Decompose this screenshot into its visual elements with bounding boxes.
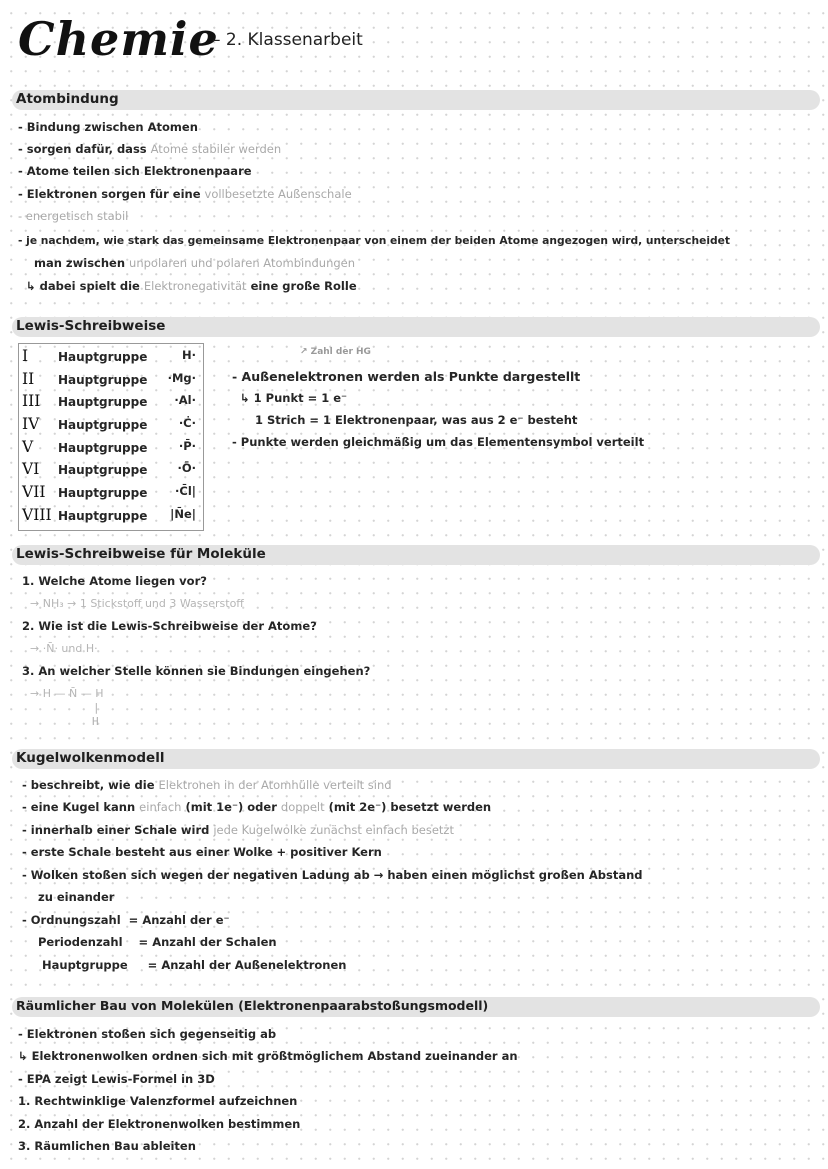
list-item: Hauptgruppe = Anzahl der Außenelektronen xyxy=(42,958,347,972)
answer-3: → H — N̄ — H xyxy=(30,687,104,700)
list-item: man zwischen unpolaren und polaren Atombindungen xyxy=(34,256,356,270)
list-item: 1 Strich = 1 Elektronenpaar, was aus 2 e⁻ besteht xyxy=(255,413,578,427)
section-raeumlicher-bau xyxy=(8,997,820,1017)
table-row: II Hauptgruppe ·Mg· xyxy=(22,369,196,388)
page-title: Chemie xyxy=(18,12,219,66)
table-row: V Hauptgruppe ·P̄· xyxy=(22,437,196,456)
list-item: - EPA zeigt Lewis-Formel in 3D xyxy=(18,1072,215,1086)
section-heading: Atombindung xyxy=(16,91,119,107)
section-heading: Räumlicher Bau von Molekülen (Elektronenpaarabstoßungsmodell) xyxy=(16,998,489,1013)
section-lewis-molecules xyxy=(8,545,820,565)
nh3-bond-line: | xyxy=(93,701,100,714)
section-heading: Lewis-Schreibweise xyxy=(16,318,166,334)
question-1: 1. Welche Atome liegen vor? xyxy=(22,574,207,588)
section-atombindung xyxy=(8,90,820,110)
list-item: - Ordnungszahl = Anzahl der e⁻ xyxy=(22,913,230,927)
section-heading: Lewis-Schreibweise für Moleküle xyxy=(16,546,266,562)
table-row: VI Hauptgruppe ·Ō· xyxy=(22,460,196,479)
list-item: 2. Anzahl der Elektronenwolken bestimmen xyxy=(18,1117,301,1131)
list-item: Periodenzahl = Anzahl der Schalen xyxy=(38,935,277,949)
table-row: VIII Hauptgruppe |N̄e| xyxy=(22,505,196,524)
answer-1: → NH₃ → 1 Stickstoff und 3 Wasserstoff xyxy=(30,597,244,610)
list-item: - innerhalb einer Schale wird jede Kugelwolke zunächst einfach besetzt xyxy=(22,823,454,837)
list-item: - eine Kugel kann einfach (mit 1e⁻) oder doppelt (mit 2e⁻) besetzt werden xyxy=(22,800,492,814)
nh3-hydrogen: H xyxy=(92,715,99,728)
list-item: - Außenelektronen werden als Punkte dargestellt xyxy=(232,369,581,384)
table-row: VII Hauptgruppe ·C̄l| xyxy=(22,483,196,502)
table-row: I Hauptgruppe H· xyxy=(22,347,196,365)
list-item: - beschreibt, wie die Elektronen in der Atomhülle verteilt sind xyxy=(22,778,392,792)
section-kugelwolkenmodell xyxy=(8,749,820,769)
page-subtitle: – 2. Klassenarbeit xyxy=(212,30,363,50)
list-item: ↳ dabei spielt die Elektronegativität eine große Rolle xyxy=(26,279,357,293)
list-item: - Wolken stoßen sich wegen der negativen Ladung ab → haben einen möglichst großen Abstand xyxy=(22,868,643,882)
list-item: - sorgen dafür, dass Atome stabiler werden xyxy=(18,142,282,156)
table-row: III Hauptgruppe ·Al· xyxy=(22,392,196,411)
list-item: 3. Räumlichen Bau ableiten xyxy=(18,1139,196,1153)
list-item: - Elektronen stoßen sich gegenseitig ab xyxy=(18,1027,277,1041)
list-item: - Bindung zwischen Atomen xyxy=(18,120,198,134)
list-item: ↳ 1 Punkt = 1 e⁻ xyxy=(240,391,348,405)
list-item: - energetisch stabil xyxy=(18,209,129,223)
list-item: ↳ Elektronenwolken ordnen sich mit größtmöglichem Abstand zueinander an xyxy=(18,1049,518,1063)
question-3: 3. An welcher Stelle können sie Bindungen eingehen? xyxy=(22,664,371,678)
list-item: - Atome teilen sich Elektronenpaare xyxy=(18,164,252,178)
question-2: 2. Wie ist die Lewis-Schreibweise der Atome? xyxy=(22,619,317,633)
section-header-bar xyxy=(12,90,820,110)
list-item: 1. Rechtwinklige Valenzformel aufzeichnen xyxy=(18,1094,298,1108)
section-lewis xyxy=(8,317,820,337)
answer-2: → ·N̄· und H· xyxy=(30,642,98,655)
list-item: - je nachdem, wie stark das gemeinsame Elektronenpaar von einem der beiden Atome angezogen wird, unterscheidet xyxy=(18,234,731,247)
hauptgruppen-table xyxy=(18,343,204,531)
list-item: - Elektronen sorgen für eine vollbesetzte Außenschale xyxy=(18,187,352,201)
section-heading: Kugelwolkenmodell xyxy=(16,750,165,766)
list-item: zu einander xyxy=(38,890,115,904)
annotation-zahl-hg: ↗ Zahl der HG xyxy=(300,347,371,357)
list-item: - erste Schale besteht aus einer Wolke + positiver Kern xyxy=(22,845,382,859)
table-row: IV Hauptgruppe ·Ċ· xyxy=(22,415,196,434)
list-item: - Punkte werden gleichmäßig um das Elementensymbol verteilt xyxy=(232,435,645,449)
